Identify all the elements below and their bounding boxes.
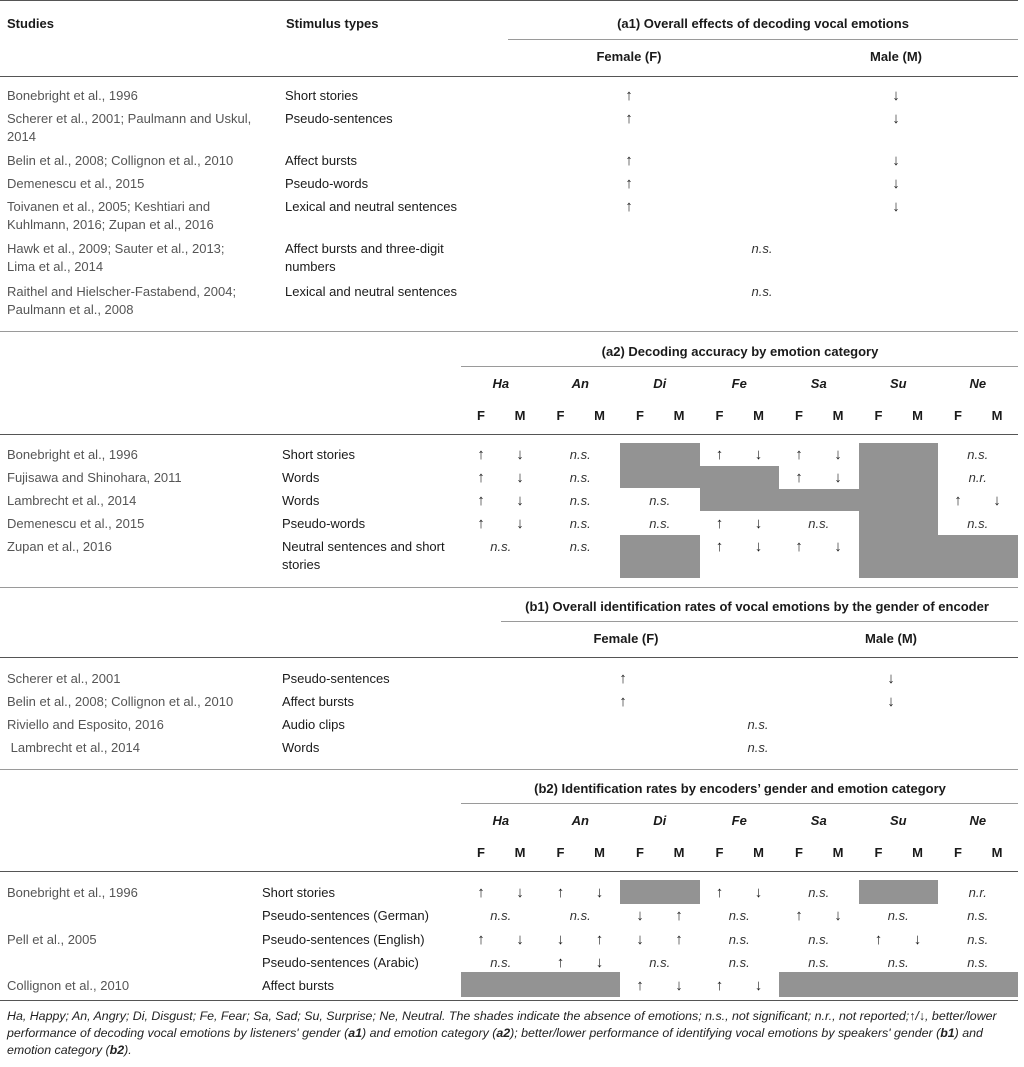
study-name: Pell et al., 2005 (7, 932, 97, 947)
stimulus-type: Lexical and neutral sentences (285, 284, 458, 299)
cell-value: n.r. (968, 470, 987, 485)
male-arrow: ↓ (887, 693, 895, 710)
male-arrow: ↓ (754, 446, 763, 463)
female-arrow: ↑ (795, 446, 803, 463)
a1-female-header: Female (F) (596, 49, 662, 64)
female-col-header: F (715, 408, 724, 423)
shade-di-a2-top (620, 443, 700, 488)
shade-ha-an-b2 (461, 972, 620, 997)
ns-value: n.s. (751, 284, 773, 299)
study-name: Lambrecht et al., 2014 (7, 493, 137, 508)
stimulus-type: Short stories (282, 447, 355, 462)
male-arrow: ↓ (892, 152, 900, 169)
cell-value: n.s. (887, 908, 909, 923)
female-col-header: F (874, 408, 883, 423)
cell-value: n.s. (728, 932, 750, 947)
ns-value: n.s. (747, 717, 769, 732)
cell-value: n.s. (967, 955, 989, 970)
emotion-header-ne: Ne (969, 376, 987, 391)
cell-value: n.s. (490, 955, 512, 970)
cell-value: n.s. (649, 516, 671, 531)
male-arrow: ↓ (892, 175, 900, 192)
a1-header-rule (0, 76, 1018, 77)
female-arrow: ↑ (625, 198, 633, 215)
female-arrow: ↑ (715, 446, 724, 463)
male-arrow: ↓ (913, 931, 922, 948)
study-name: Demenescu et al., 2015 (7, 176, 145, 191)
emotion-header-ha: Ha (492, 813, 510, 828)
a2-top-rule (0, 331, 1018, 332)
cell-value: n.s. (490, 539, 512, 554)
a2-header-rule (0, 434, 1018, 435)
table-footnote (7, 1008, 1012, 1059)
cell-value: n.r. (968, 885, 987, 900)
male-arrow: ↓ (516, 515, 524, 532)
male-arrow: ↓ (754, 977, 763, 994)
female-col-header: F (556, 845, 565, 860)
male-arrow: ↓ (675, 977, 683, 994)
study-name: Collignon et al., 2010 (7, 978, 130, 993)
male-arrow: ↓ (595, 954, 604, 971)
section-b1-title: (b1) Overall identification rates of vocal emotions by the gender of encoder (525, 599, 989, 614)
male-arrow: ↓ (516, 884, 524, 901)
footnote-ref-b2: b2 (109, 1043, 125, 1057)
male-col-header: M (832, 408, 844, 423)
cell-value: n.s. (649, 493, 671, 508)
female-arrow: ↑ (874, 931, 883, 948)
cell-value: n.s. (808, 885, 830, 900)
male-arrow: ↓ (892, 110, 900, 127)
b1-title-rule (501, 621, 1018, 622)
stimulus-type-cont: stories (282, 557, 321, 572)
section-a2-title: (a2) Decoding accuracy by emotion category (601, 344, 879, 359)
female-arrow: ↑ (556, 884, 565, 901)
male-arrow: ↓ (834, 446, 842, 463)
footnote-line-1: Ha, Happy; An, Angry; Di, Disgust; Fe, Fear; Sa, Sad; Su, Surprise; Ne, Neutral. The shades indicate the absence of emotions; n.s., not significant; n.r., not reported;↑/↓, better/lower (7, 1009, 997, 1023)
male-col-header: M (991, 845, 1003, 860)
stimulus-type: Affect bursts (262, 978, 335, 993)
male-arrow: ↓ (754, 884, 763, 901)
b2-header-rule (0, 871, 1018, 872)
cell-value: n.s. (490, 908, 512, 923)
male-arrow: ↑ (675, 907, 683, 924)
b2-top-rule (0, 769, 1018, 770)
studies-header: Studies (7, 16, 54, 31)
emotion-header-fe: Fe (731, 813, 747, 828)
cell-value: n.s. (569, 470, 591, 485)
cell-value: n.s. (967, 932, 989, 947)
cell-value: n.s. (808, 516, 830, 531)
female-col-header: F (715, 845, 724, 860)
emotion-header-su: Su (889, 376, 907, 391)
shade-sa-su-ne-b2 (779, 972, 1018, 997)
female-arrow: ↑ (625, 152, 633, 169)
study-name: Riviello and Esposito, 2016 (7, 717, 164, 732)
study-name: Scherer et al., 2001; Paulmann and Uskul, (7, 111, 252, 126)
male-col-header: M (991, 408, 1003, 423)
stimulus-type-cont: numbers (285, 259, 336, 274)
study-name: Fujisawa and Shinohara, 2011 (7, 470, 182, 485)
top-rule (0, 0, 1018, 1)
study-name: Bonebright et al., 1996 (7, 88, 138, 103)
b1-female-header: Female (F) (593, 631, 659, 646)
female-arrow: ↑ (795, 469, 803, 486)
bottom-rule (0, 1000, 1018, 1001)
cell-value: n.s. (887, 955, 909, 970)
footnote-text-2: performance of decoding vocal emotions by listeners' gender ( (7, 1026, 349, 1040)
female-col-header: F (954, 845, 962, 860)
study-name: Zupan et al., 2016 (7, 539, 112, 554)
stimulus-type: Words (282, 470, 320, 485)
footnote-text-4: ); better/lower performance of identifying vocal emotions by speakers' gender ( (510, 1026, 941, 1040)
female-arrow: ↑ (795, 907, 803, 924)
female-arrow: ↑ (715, 538, 724, 555)
stimulus-type: Pseudo-sentences (English) (262, 932, 425, 947)
cell-value: n.s. (967, 908, 989, 923)
cell-value: n.s. (569, 447, 591, 462)
female-col-header: F (795, 845, 803, 860)
stimulus-type: Pseudo-words (285, 176, 369, 191)
b2-title-rule (461, 803, 1018, 804)
a1-title-rule (508, 39, 1018, 40)
study-name: Bonebright et al., 1996 (7, 885, 138, 900)
male-arrow: ↓ (754, 538, 763, 555)
male-col-header: M (912, 408, 923, 423)
stimulus-type: Audio clips (282, 717, 345, 732)
cell-value: n.s. (728, 908, 750, 923)
shade-fe-a2 (700, 466, 780, 511)
shade-di-b2 (620, 880, 700, 904)
stimulus-type: Words (282, 740, 320, 755)
emotion-header-sa: Sa (810, 813, 827, 828)
female-col-header: F (954, 408, 962, 423)
a1-male-header: Male (M) (870, 49, 922, 64)
female-arrow: ↑ (477, 884, 485, 901)
female-arrow: ↑ (625, 87, 633, 104)
emotion-header-di: Di (653, 376, 667, 391)
female-arrow: ↑ (477, 515, 485, 532)
cell-value: n.s. (967, 447, 989, 462)
study-name-cont: Paulmann et al., 2008 (7, 302, 134, 317)
female-col-header: F (636, 408, 644, 423)
section-a1-title: (a1) Overall effects of decoding vocal emotions (617, 16, 909, 31)
study-name: Lambrecht et al., 2014 (7, 740, 140, 755)
female-arrow: ↑ (954, 492, 962, 509)
male-col-header: M (912, 845, 923, 860)
male-col-header: M (753, 845, 764, 860)
study-name-cont: 2014 (7, 129, 36, 144)
female-arrow: ↑ (715, 884, 724, 901)
stimulus-type: Pseudo-sentences (282, 671, 390, 686)
female-arrow: ↑ (795, 538, 803, 555)
ns-value: n.s. (747, 740, 769, 755)
cell-value: n.s. (967, 516, 989, 531)
emotion-header-di: Di (653, 813, 667, 828)
footnote-ref-a2: a2 (496, 1026, 511, 1040)
female-arrow: ↑ (477, 446, 485, 463)
stimulus-type: Short stories (262, 885, 335, 900)
male-col-header: M (594, 408, 605, 423)
footnote-text-7: ). (124, 1043, 132, 1057)
male-arrow: ↑ (675, 931, 683, 948)
stimulus-type: Pseudo-sentences (German) (262, 908, 429, 923)
stimulus-type: Pseudo-sentences (285, 111, 393, 126)
emotion-header-sa: Sa (810, 376, 827, 391)
female-col-header: F (795, 408, 803, 423)
male-col-header: M (832, 845, 844, 860)
male-col-header: M (514, 845, 526, 860)
male-arrow: ↓ (892, 87, 900, 104)
female-arrow: ↑ (636, 977, 644, 994)
cell-value: n.s. (808, 932, 830, 947)
shade-ne-a2 (938, 535, 1018, 578)
female-arrow: ↑ (625, 110, 633, 127)
emotion-header-fe: Fe (731, 376, 747, 391)
stimulus-type: Short stories (285, 88, 358, 103)
stimulus-type: Words (282, 493, 320, 508)
cell-value: n.s. (808, 955, 830, 970)
male-arrow: ↓ (516, 469, 524, 486)
male-col-header: M (753, 408, 764, 423)
shade-di-a2-bottom (620, 535, 700, 578)
study-name: Demenescu et al., 2015 (7, 516, 145, 531)
female-col-header: F (477, 845, 485, 860)
female-arrow: ↑ (556, 954, 565, 971)
stimulus-type: Pseudo-words (282, 516, 366, 531)
emotion-header-ha: Ha (492, 376, 510, 391)
female-col-header: F (636, 845, 644, 860)
a2-title-rule (461, 366, 1018, 367)
male-arrow: ↓ (834, 538, 842, 555)
study-name: Bonebright et al., 1996 (7, 447, 138, 462)
female-col-header: F (874, 845, 883, 860)
b1-top-rule (0, 587, 1018, 588)
female-col-header: F (477, 408, 485, 423)
cell-value: n.s. (728, 955, 750, 970)
stimulus-type: Pseudo-sentences (Arabic) (262, 955, 419, 970)
male-col-header: M (514, 408, 526, 423)
stimulus-type: Affect bursts and three-digit (285, 241, 444, 256)
study-name: Raithel and Hielscher-Fastabend, 2004; (7, 284, 237, 299)
male-arrow: ↓ (993, 492, 1001, 509)
male-arrow: ↓ (516, 446, 524, 463)
female-arrow: ↑ (715, 515, 724, 532)
cell-value: n.s. (569, 539, 591, 554)
stimulus-type: Affect bursts (285, 153, 358, 168)
cell-value: n.s. (649, 955, 671, 970)
study-name: Hawk et al., 2009; Sauter et al., 2013; (7, 241, 225, 256)
footnote-ref-b1: b1 (940, 1026, 955, 1040)
male-arrow: ↓ (887, 670, 895, 687)
study-name: Belin et al., 2008; Collignon et al., 2010 (7, 153, 234, 168)
female-arrow: ↑ (619, 670, 627, 687)
footnote-text-5: ) and (954, 1026, 983, 1040)
shade-sa-a2 (779, 489, 859, 511)
study-name-cont: Kuhlmann, 2016; Zupan et al., 2016 (7, 217, 214, 232)
female-arrow: ↑ (715, 977, 724, 994)
study-name: Toivanen et al., 2005; Keshtiari and (7, 199, 211, 214)
b1-male-header: Male (M) (865, 631, 917, 646)
male-col-header: M (594, 845, 605, 860)
male-arrow: ↓ (516, 931, 524, 948)
emotion-header-an: An (571, 813, 589, 828)
female-arrow: ↓ (556, 931, 565, 948)
female-col-header: F (556, 408, 565, 423)
emotion-header-su: Su (889, 813, 907, 828)
section-b2-title: (b2) Identification rates by encoders’ gender and emotion category (534, 781, 946, 796)
cell-value: n.s. (569, 516, 591, 531)
stimulus-header: Stimulus types (286, 16, 379, 31)
footnote-ref-a1: a1 (348, 1026, 363, 1040)
stimulus-type: Lexical and neutral sentences (285, 199, 458, 214)
male-col-header: M (673, 845, 685, 860)
cell-value: n.s. (569, 908, 591, 923)
b1-header-rule (0, 657, 1018, 658)
female-arrow: ↑ (619, 693, 627, 710)
male-arrow: ↓ (516, 492, 524, 509)
shade-su-b2 (859, 880, 939, 904)
female-arrow: ↑ (477, 931, 485, 948)
female-arrow: ↓ (636, 907, 644, 924)
male-arrow: ↓ (892, 198, 900, 215)
stimulus-type: Affect bursts (282, 694, 355, 709)
study-name: Scherer et al., 2001 (7, 671, 121, 686)
study-name: Belin et al., 2008; Collignon et al., 2010 (7, 694, 234, 709)
female-arrow: ↑ (477, 469, 485, 486)
footnote-text-6: emotion category ( (7, 1043, 110, 1057)
shade-su-a2 (859, 443, 939, 578)
footnote-text-3: ) and emotion category ( (362, 1026, 497, 1040)
male-arrow: ↓ (834, 907, 842, 924)
emotion-header-an: An (571, 376, 589, 391)
male-arrow: ↓ (595, 884, 604, 901)
male-arrow: ↓ (754, 515, 763, 532)
male-arrow: ↓ (834, 469, 842, 486)
study-name-cont: Lima et al., 2014 (7, 259, 104, 274)
male-col-header: M (673, 408, 685, 423)
cell-value: n.s. (569, 493, 591, 508)
female-arrow: ↓ (636, 931, 644, 948)
stimulus-type: Neutral sentences and short (282, 539, 445, 554)
male-arrow: ↑ (595, 931, 604, 948)
ns-value: n.s. (751, 241, 773, 256)
female-arrow: ↑ (625, 175, 633, 192)
female-arrow: ↑ (477, 492, 485, 509)
emotion-header-ne: Ne (969, 813, 987, 828)
